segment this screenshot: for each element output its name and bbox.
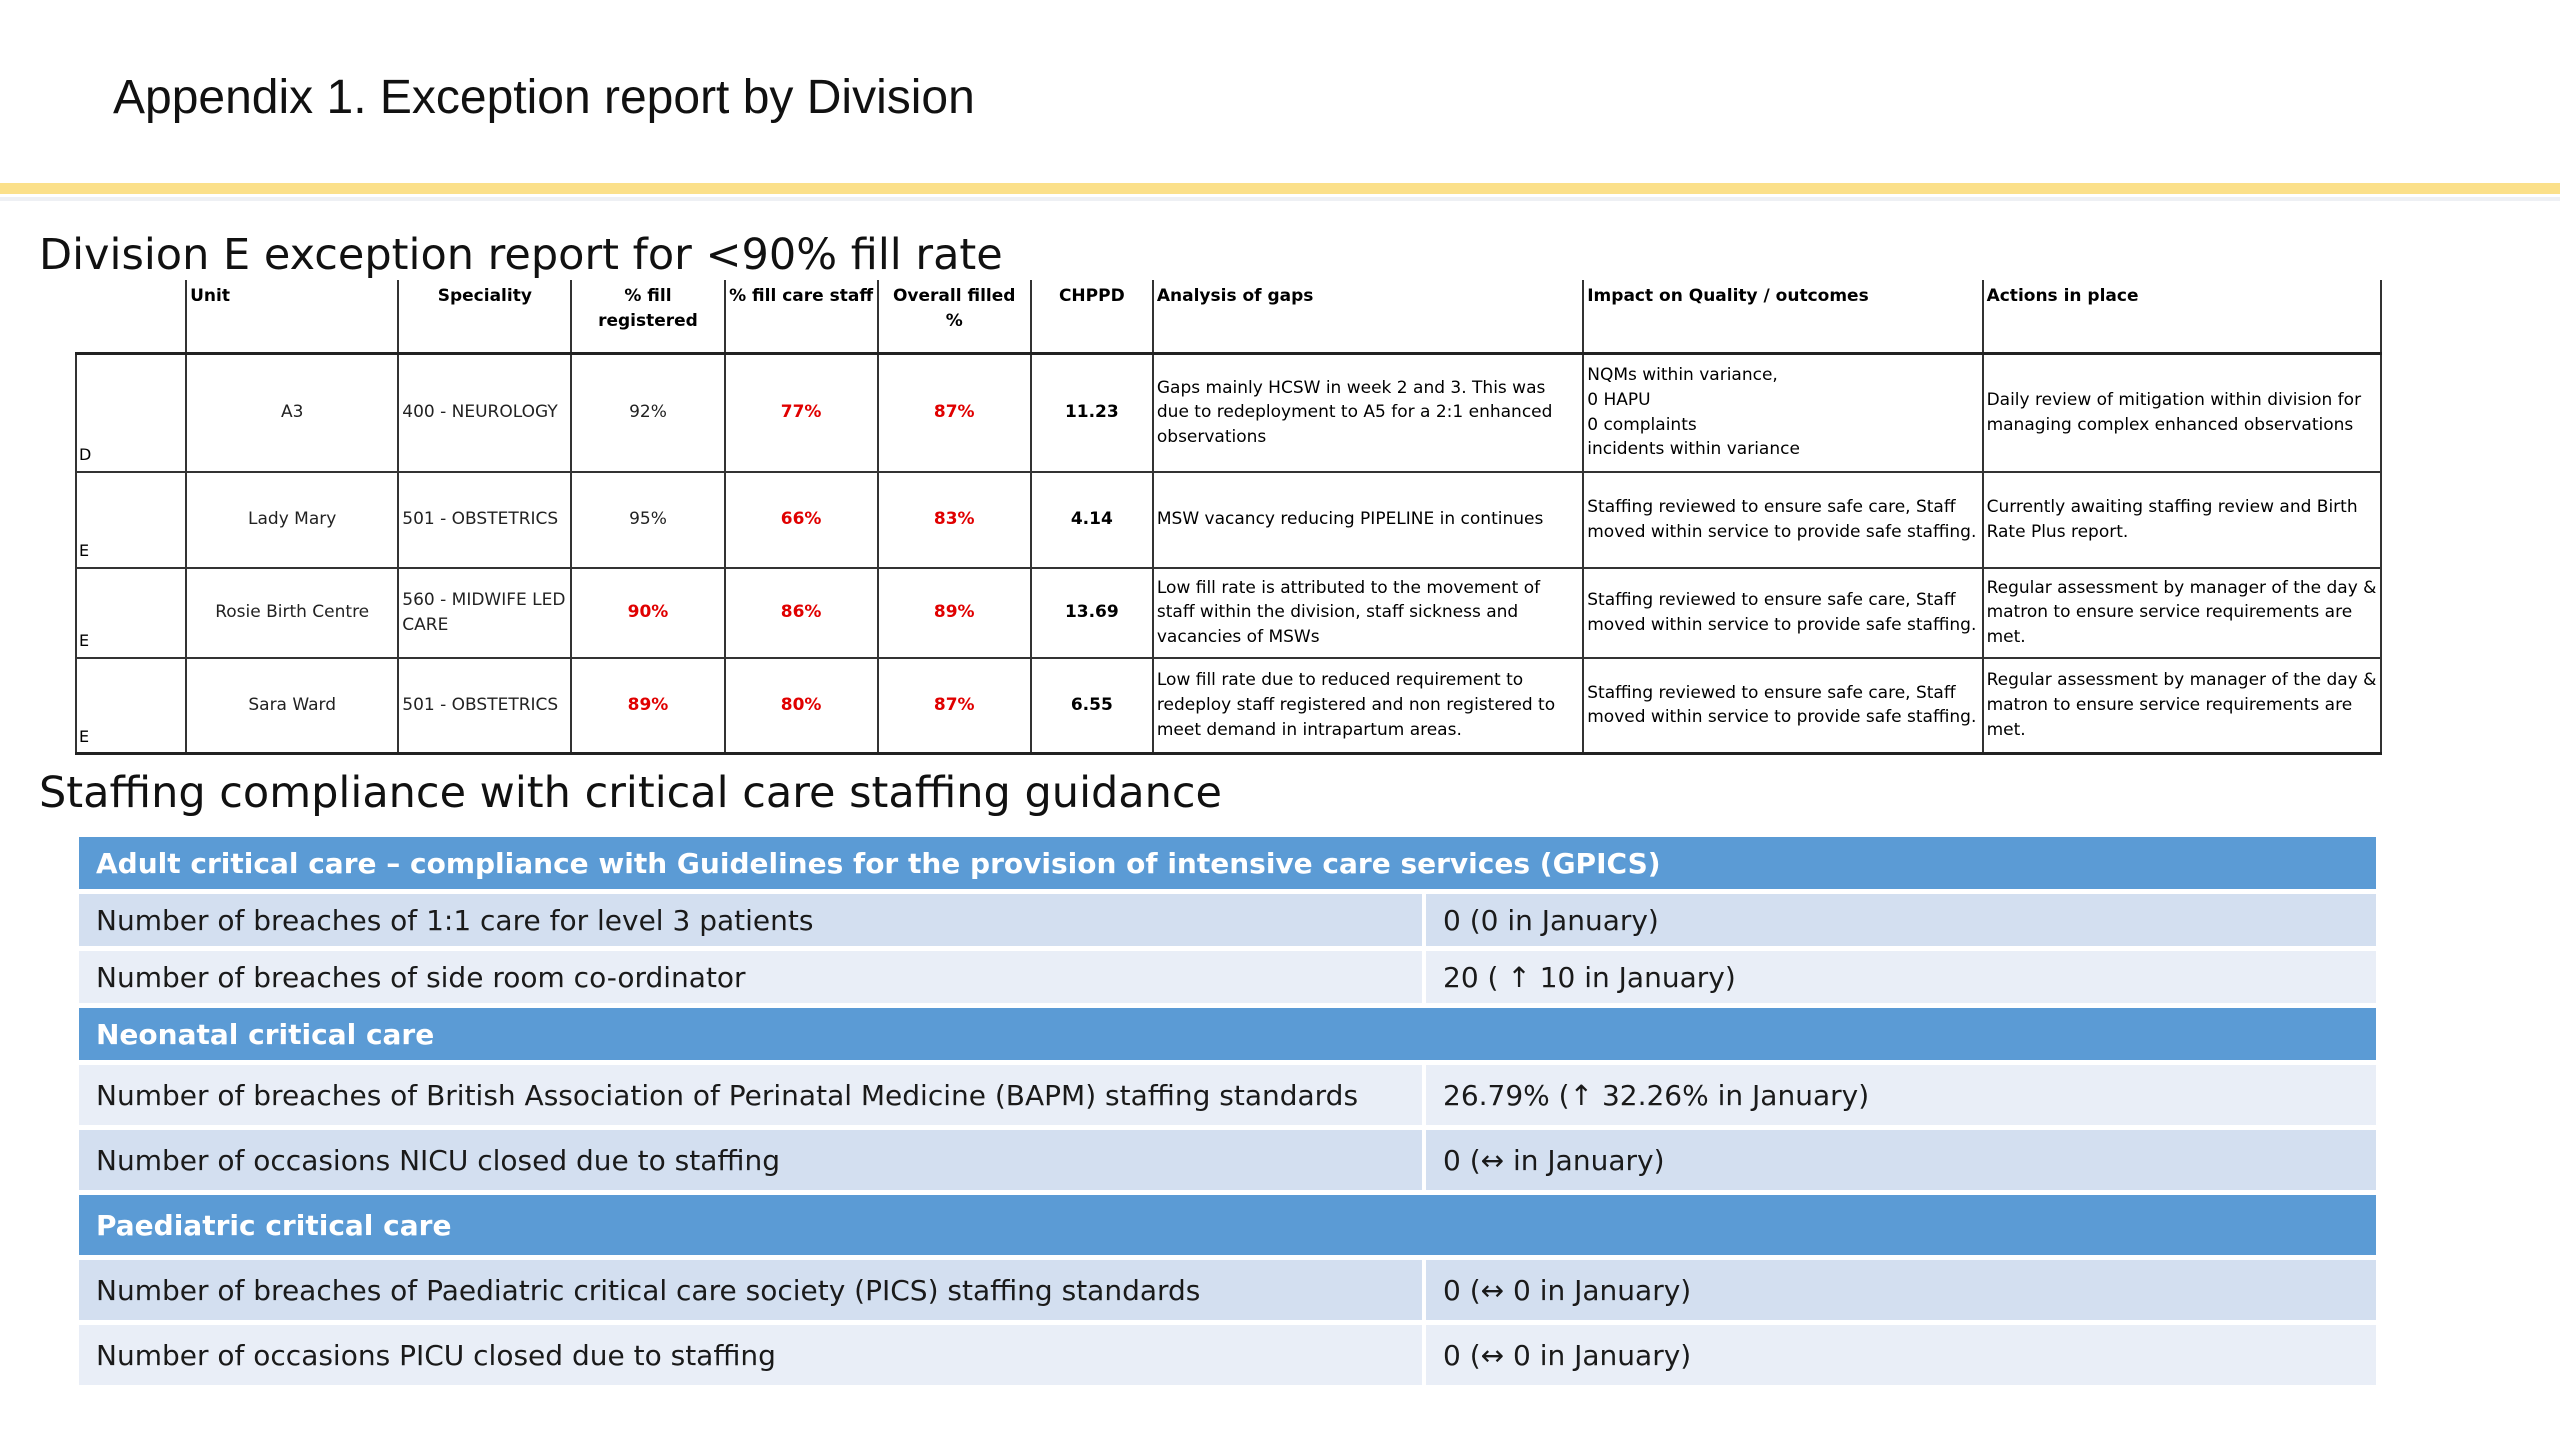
compliance-value: 0 (↔ in January) <box>1443 1143 1665 1177</box>
compliance-value: 0 (↔ 0 in January) <box>1443 1273 1692 1307</box>
division-code: E <box>76 568 186 658</box>
compliance-value: 26.79% (↑ 32.26% in January) <box>1443 1078 1870 1112</box>
compliance-label: Number of breaches of 1:1 care for level 3 patients <box>79 894 1426 946</box>
actions-cell: Currently awaiting staffing review and Birth Rate Plus report. <box>1983 472 2381 568</box>
compliance-label: Number of breaches of British Association of Perinatal Medicine (BAPM) staffing standards <box>79 1065 1426 1125</box>
unit-cell: Lady Mary <box>186 472 398 568</box>
table-row <box>76 472 2381 568</box>
section-header-paediatric: Paediatric critical care <box>79 1195 2376 1255</box>
analysis-cell: Gaps mainly HCSW in week 2 and 3. This was due to redeployment to A5 for a 2:1 enhanced observations <box>1153 354 1583 472</box>
overall-filled-cell: 83% <box>878 472 1031 568</box>
table-row <box>76 658 2381 754</box>
column-header: Actions in place <box>1983 280 2381 354</box>
section-header-neonatal: Neonatal critical care <box>79 1008 2376 1060</box>
compliance-row <box>79 1065 2376 1125</box>
compliance-label: Number of occasions PICU closed due to staffing <box>79 1325 1426 1385</box>
analysis-cell: MSW vacancy reducing PIPELINE in continues <box>1153 472 1583 568</box>
fill-registered-cell: 90% <box>571 568 724 658</box>
column-header: Overall filled % <box>878 280 1031 354</box>
fill-care-staff-cell: 66% <box>725 472 878 568</box>
overall-filled-cell: 87% <box>878 354 1031 472</box>
table-row <box>76 354 2381 472</box>
compliance-table <box>79 837 2376 1390</box>
compliance-label: Number of breaches of side room co-ordinator <box>79 951 1426 1003</box>
column-header: Unit <box>186 280 398 354</box>
fill-registered-cell: 92% <box>571 354 724 472</box>
compliance-row <box>79 894 2376 946</box>
division-code: E <box>76 658 186 754</box>
column-header: Impact on Quality / outcomes <box>1583 280 1982 354</box>
compliance-label: Number of occasions NICU closed due to staffing <box>79 1130 1426 1190</box>
actions-cell: Regular assessment by manager of the day & matron to ensure service requirements are met. <box>1983 658 2381 754</box>
chppd-cell: 11.23 <box>1031 354 1153 472</box>
section-header-adult: Adult critical care – compliance with Guidelines for the provision of intensive care services (GPICS) <box>79 837 2376 889</box>
compliance-value: 20 ( ↑ 10 in January) <box>1443 960 1736 994</box>
compliance-row <box>79 1130 2376 1190</box>
actions-cell: Regular assessment by manager of the day & matron to ensure service requirements are met. <box>1983 568 2381 658</box>
compliance-value: 0 (↔ 0 in January) <box>1443 1338 1692 1372</box>
chppd-cell: 4.14 <box>1031 472 1153 568</box>
speciality-cell: 501 - OBSTETRICS <box>398 658 571 754</box>
fill-care-staff-cell: 77% <box>725 354 878 472</box>
column-header: Speciality <box>398 280 571 354</box>
compliance-label: Number of breaches of Paediatric critical care society (PICS) staffing standards <box>79 1260 1426 1320</box>
column-header: % fill registered <box>571 280 724 354</box>
speciality-cell: 560 - MIDWIFE LED CARE <box>398 568 571 658</box>
unit-cell: Sara Ward <box>186 658 398 754</box>
title-underline-shadow <box>0 197 2560 201</box>
exception-report-heading: Division E exception report for <90% fill rate <box>39 230 1003 280</box>
analysis-cell: Low fill rate is attributed to the movement of staff within the division, staff sickness and vacancies of MSWs <box>1153 568 1583 658</box>
impact-cell: Staffing reviewed to ensure safe care, Staff moved within service to provide safe staffing. <box>1583 568 1982 658</box>
unit-cell: A3 <box>186 354 398 472</box>
table-header-row <box>76 280 2381 354</box>
impact-cell: Staffing reviewed to ensure safe care, Staff moved within service to provide safe staffing. <box>1583 472 1982 568</box>
impact-cell: Staffing reviewed to ensure safe care, Staff moved within service to provide safe staffing. <box>1583 658 1982 754</box>
fill-care-staff-cell: 80% <box>725 658 878 754</box>
compliance-row <box>79 1325 2376 1385</box>
overall-filled-cell: 89% <box>878 568 1031 658</box>
unit-cell: Rosie Birth Centre <box>186 568 398 658</box>
chppd-cell: 6.55 <box>1031 658 1153 754</box>
column-header: CHPPD <box>1031 280 1153 354</box>
compliance-heading: Staffing compliance with critical care staffing guidance <box>39 768 1223 818</box>
fill-registered-cell: 89% <box>571 658 724 754</box>
division-code: E <box>76 472 186 568</box>
division-code: D <box>76 354 186 472</box>
speciality-cell: 400 - NEUROLOGY <box>398 354 571 472</box>
overall-filled-cell: 87% <box>878 658 1031 754</box>
exception-table <box>75 280 2382 755</box>
compliance-row <box>79 951 2376 1003</box>
column-header: % fill care staff <box>725 280 878 354</box>
actions-cell: Daily review of mitigation within division for managing complex enhanced observations <box>1983 354 2381 472</box>
fill-registered-cell: 95% <box>571 472 724 568</box>
fill-care-staff-cell: 86% <box>725 568 878 658</box>
code-header <box>76 280 186 354</box>
page-title: Appendix 1. Exception report by Division <box>113 71 975 124</box>
impact-cell: NQMs within variance, 0 HAPU 0 complaints incidents within variance <box>1583 354 1982 472</box>
compliance-value: 0 (0 in January) <box>1443 903 1659 937</box>
compliance-row <box>79 1260 2376 1320</box>
title-underline <box>0 183 2560 194</box>
column-header: Analysis of gaps <box>1153 280 1583 354</box>
analysis-cell: Low fill rate due to reduced requirement to redeploy staff registered and non registered to meet demand in intrapartum areas. <box>1153 658 1583 754</box>
table-row <box>76 568 2381 658</box>
speciality-cell: 501 - OBSTETRICS <box>398 472 571 568</box>
chppd-cell: 13.69 <box>1031 568 1153 658</box>
